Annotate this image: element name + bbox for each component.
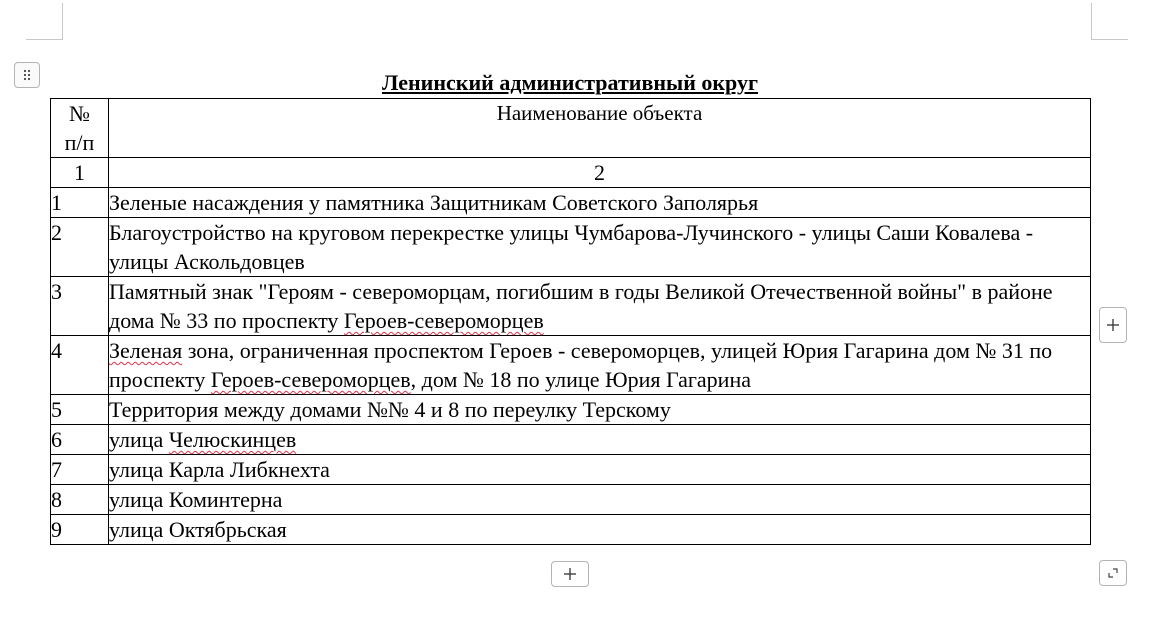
row-object-name[interactable]: улица Карла Либкнехта — [109, 455, 1091, 485]
row-object-name[interactable] — [109, 336, 1091, 395]
row-text-segment: зона, ограниченная проспектом Героев - североморцев, улицей Юрия Гагарина дом № 31 по проспекту — [109, 338, 1053, 392]
document-title: Ленинский административный округ — [382, 70, 758, 95]
row-text-segment: , дом № 18 по улице Юрия Гагарина — [410, 367, 751, 392]
spellcheck-flagged-word[interactable]: Челюскинцев — [168, 427, 297, 452]
table-resize-handle[interactable] — [1099, 560, 1127, 586]
page-margin-corner-top-left — [26, 3, 63, 40]
row-number[interactable]: 9 — [51, 515, 109, 545]
column-index-number[interactable]: 1 — [51, 158, 109, 188]
header-name-cell[interactable]: Наименование объекта — [109, 99, 1091, 158]
table-row — [51, 455, 1091, 485]
row-object-name[interactable]: Благоустройство на круговом перекрестке улицы Чумбарова-Лучинского - улицы Саши Ковалева - улицы Аскольдовцев — [109, 218, 1091, 277]
header-number-symbol: № — [69, 101, 90, 126]
row-object-name[interactable]: улица Октябрьская — [109, 515, 1091, 545]
table-move-handle[interactable] — [14, 62, 40, 88]
spellcheck-flagged-word[interactable]: Зеленая — [109, 338, 183, 363]
move-grip-icon — [21, 69, 33, 81]
table-row — [51, 485, 1091, 515]
table-row — [51, 277, 1091, 336]
table-row — [51, 515, 1091, 545]
row-number[interactable]: 7 — [51, 455, 109, 485]
row-text-segment: улица — [109, 427, 169, 452]
header-number-abbrev: п/п — [64, 130, 95, 155]
row-number[interactable]: 2 — [51, 218, 109, 277]
column-index-row — [51, 158, 1091, 188]
table-row — [51, 218, 1091, 277]
spellcheck-flagged-word[interactable]: Героев-североморцев — [343, 308, 544, 333]
objects-table — [50, 98, 1091, 545]
add-column-button[interactable] — [1099, 307, 1127, 343]
page-margin-corner-top-right — [1091, 3, 1128, 40]
resize-corner-icon — [1107, 567, 1119, 579]
table-row — [51, 336, 1091, 395]
plus-icon — [563, 567, 577, 581]
spellcheck-flagged-word[interactable]: Героев-североморцев — [210, 367, 411, 392]
column-index-name[interactable]: 2 — [109, 158, 1091, 188]
row-number[interactable]: 8 — [51, 485, 109, 515]
table-row — [51, 395, 1091, 425]
table-header-row — [51, 99, 1091, 158]
row-object-name[interactable]: Зеленые насаждения у памятника Защитникам Советского Заполярья — [109, 188, 1091, 218]
plus-icon — [1106, 318, 1120, 332]
table-row — [51, 425, 1091, 455]
row-number[interactable]: 1 — [51, 188, 109, 218]
row-number[interactable]: 5 — [51, 395, 109, 425]
row-number[interactable]: 3 — [51, 277, 109, 336]
add-row-button[interactable] — [551, 561, 589, 587]
header-number-cell[interactable] — [51, 99, 109, 158]
row-object-name[interactable] — [109, 277, 1091, 336]
row-object-name[interactable]: улица Коминтерна — [109, 485, 1091, 515]
row-number[interactable]: 6 — [51, 425, 109, 455]
row-number[interactable]: 4 — [51, 336, 109, 395]
row-object-name[interactable] — [109, 425, 1091, 455]
table-row — [51, 188, 1091, 218]
row-text-segment: Памятный знак "Героям - североморцам, погибшим в годы Великой Отечественной войны" в районе дома № 33 по проспекту — [109, 279, 1053, 333]
row-object-name[interactable]: Территория между домами №№ 4 и 8 по переулку Терскому — [109, 395, 1091, 425]
